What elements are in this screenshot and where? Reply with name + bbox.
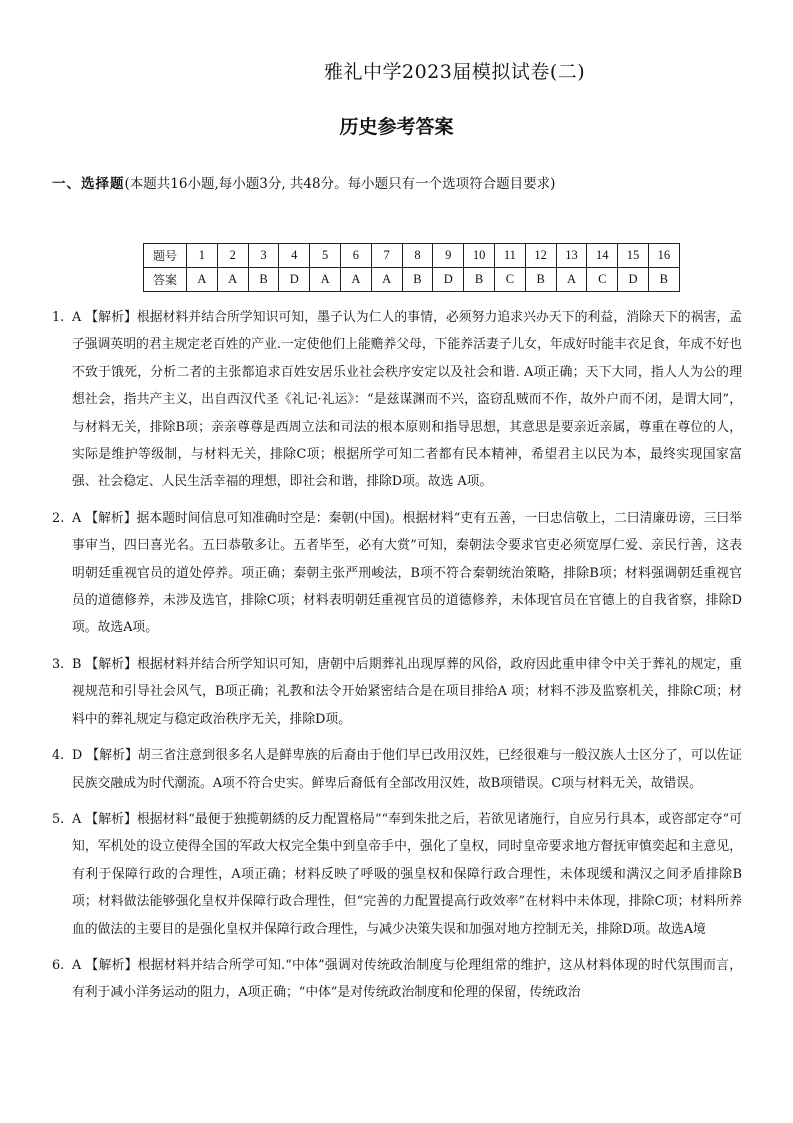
answer-cell: B (248, 268, 279, 292)
explanation-text: A 【解析】根据材料并结合所学知识可知，墨子认为仁人的事情，必须努力追求兴办天下的利益，消除天下的祸害，孟子强调英明的君主规定老百姓的产业.一定使他们上能赡养父母，下能养活妻子儿女，年成好时能丰衣足食，年成不好也不致于饿死，分析二者的主张都追求百姓安居乐业社会秩序安定以及社会和谐. A项正确；天下大同，指人人为公的理想社会，指共产主义，出自西汉代圣《礼记·礼运》：“是兹谋渊而不兴，盗窃乱贼而不作，故外户而不闭，是谓大同”，与材料无关，排除B项；亲亲尊尊是西周立法和司法的根本原则和指导思想，其意思是要亲近亲属，尊重在尊位的人，实际是维护等级制，与材料无关，排除C项；根据所学可知二者都有民本精神，希望君主以民为本，最终实现国家富强、社会稳定、人民生活幸福的理想，即社会和谐，排除D项。故选 A项。 (72, 310, 742, 490)
question-number: 4 (279, 244, 310, 268)
explanation-text: B 【解析】根据材料并结合所学知识可知，唐朝中后期葬礼出现厚葬的风俗，政府因此重申律令中关于葬礼的规定，重视规范和引导社会风气，B项正确；礼教和法令开始紧密结合是在项目排给A 项；材料不涉及监察机关，排除C项；材料中的葬礼规定与稳定政治秩序无关，排除D项。 (72, 656, 742, 727)
section-note: (本题共16小题,每小题3分, 共48分。每小题只有一个选项符合题目要求) (124, 176, 556, 192)
answer-cell: A (340, 268, 371, 292)
answer-cell: B (464, 268, 495, 292)
explanation-item (52, 806, 742, 943)
answer-cell: B (525, 268, 556, 292)
answer-cell: D (279, 268, 310, 292)
answer-cell: A (371, 268, 402, 292)
question-number: 13 (556, 244, 587, 268)
question-number: 15 (618, 244, 649, 268)
answer-cell: A (187, 268, 218, 292)
explanation-number: 5. (52, 811, 65, 827)
question-number: 3 (248, 244, 279, 268)
school-title: 雅礼中学2023届模拟试卷(二) (324, 61, 586, 83)
question-number: 12 (525, 244, 556, 268)
section-heading (52, 172, 555, 192)
answer-table-number-row (144, 244, 680, 268)
answer-table (143, 243, 680, 292)
explanation-number: 1. (52, 310, 65, 325)
answer-table-answer-row (144, 268, 680, 292)
explanation-list (52, 304, 742, 1016)
answer-header: 答案 (144, 268, 187, 292)
question-number: 1 (187, 244, 218, 268)
question-number: 7 (371, 244, 402, 268)
answer-cell: D (618, 268, 649, 292)
question-number: 8 (402, 244, 433, 268)
question-number: 11 (494, 244, 525, 268)
answer-cell: A (556, 268, 587, 292)
question-number: 14 (587, 244, 618, 268)
answer-cell: B (402, 268, 433, 292)
explanation-item (52, 505, 742, 642)
answer-cell: C (587, 268, 618, 292)
question-number: 10 (464, 244, 495, 268)
explanation-text: A 【解析】根据材料并结合所学可知.“中体”强调对传统政治制度与伦理组常的维护，这从材料体现的时代氛围而言，有利于减小洋务运动的阻力，A项正确；“中体”是对传统政治制度和伦理的保留，传统政治 (72, 957, 742, 1001)
explanation-item (52, 952, 742, 1007)
question-number-header: 题号 (144, 244, 187, 268)
answer-cell: D (433, 268, 464, 292)
answer-cell: A (310, 268, 341, 292)
explanation-item (52, 651, 742, 733)
question-number: 9 (433, 244, 464, 268)
explanation-text: A 【解析】根据材料“最便于独揽朝綉的反力配置格局”“奉到朱批之后，若欲见诸施行，自应另行具本，或咨部定夺”可知，军机处的设立使得全国的军政大权完全集中到皇帝手中，强化了皇权，同时皇帝要求地方督抚审慎奕起和主意见，有利于保障行政的合理性，A项正确；材料反映了呼吸的强皇权和保障行政合理性，未体现缓和满汉之间矛盾排除B项；材料做法能够强化皇权并保障行政合理性，但“完善的力配置提高行政效率”在材料中未体现，排除C项；材料所养血的做法的主要目的是强化皇权并保障行政合理性，与减少决策失误和加强对地方控制无关，排除D项。故选A境 (72, 811, 742, 937)
explanation-item (52, 742, 742, 797)
explanation-number: 2. (52, 510, 65, 526)
explanation-text: A 【解析】据本题时间信息可知准确时空是：秦朝(中国)。根据材料“吏有五善，一曰忠信敬上，二曰清廉毋谤，三曰举事审当，四曰喜光名。五曰恭敬多让。五者毕至，必有大赏”可知，秦朝法令要求官吏必须宽厚仁爱、亲民行善，这表明朝廷重视官员的道处停养。项正确；秦朝主张严刑峻法，B项不符合秦朝统治策略，排除B项；材料强调朝廷重视官员的道德修养，未涉及选官，排除C项；材料表明朝廷重视官员的道德修养，未体现官员在官德上的自我省察，排除D项。故选A项。 (72, 510, 742, 636)
explanation-text: D 【解析】胡三省注意到很多名人是鲜卑族的后裔由于他们早已改用汉姓，已经很难与一般汉族人士区分了，可以佐证民族交融成为时代潮流。A项不符合史实。鲜卑后裔低有全部改用汉姓，故B项错误。C项与材料无关，故错误。 (72, 748, 742, 791)
answer-cell: C (494, 268, 525, 292)
explanation-item (52, 304, 742, 496)
question-number: 5 (310, 244, 341, 268)
question-number: 2 (217, 244, 248, 268)
answer-cell: A (217, 268, 248, 292)
subject-title: 历史参考答案 (339, 116, 454, 138)
section-label: 一、选择题 (52, 176, 125, 192)
explanation-number: 6. (52, 957, 65, 973)
explanation-number: 3. (52, 656, 65, 672)
answer-cell: B (648, 268, 679, 292)
question-number: 6 (340, 244, 371, 268)
question-number: 16 (648, 244, 679, 268)
explanation-number: 4. (52, 748, 65, 764)
